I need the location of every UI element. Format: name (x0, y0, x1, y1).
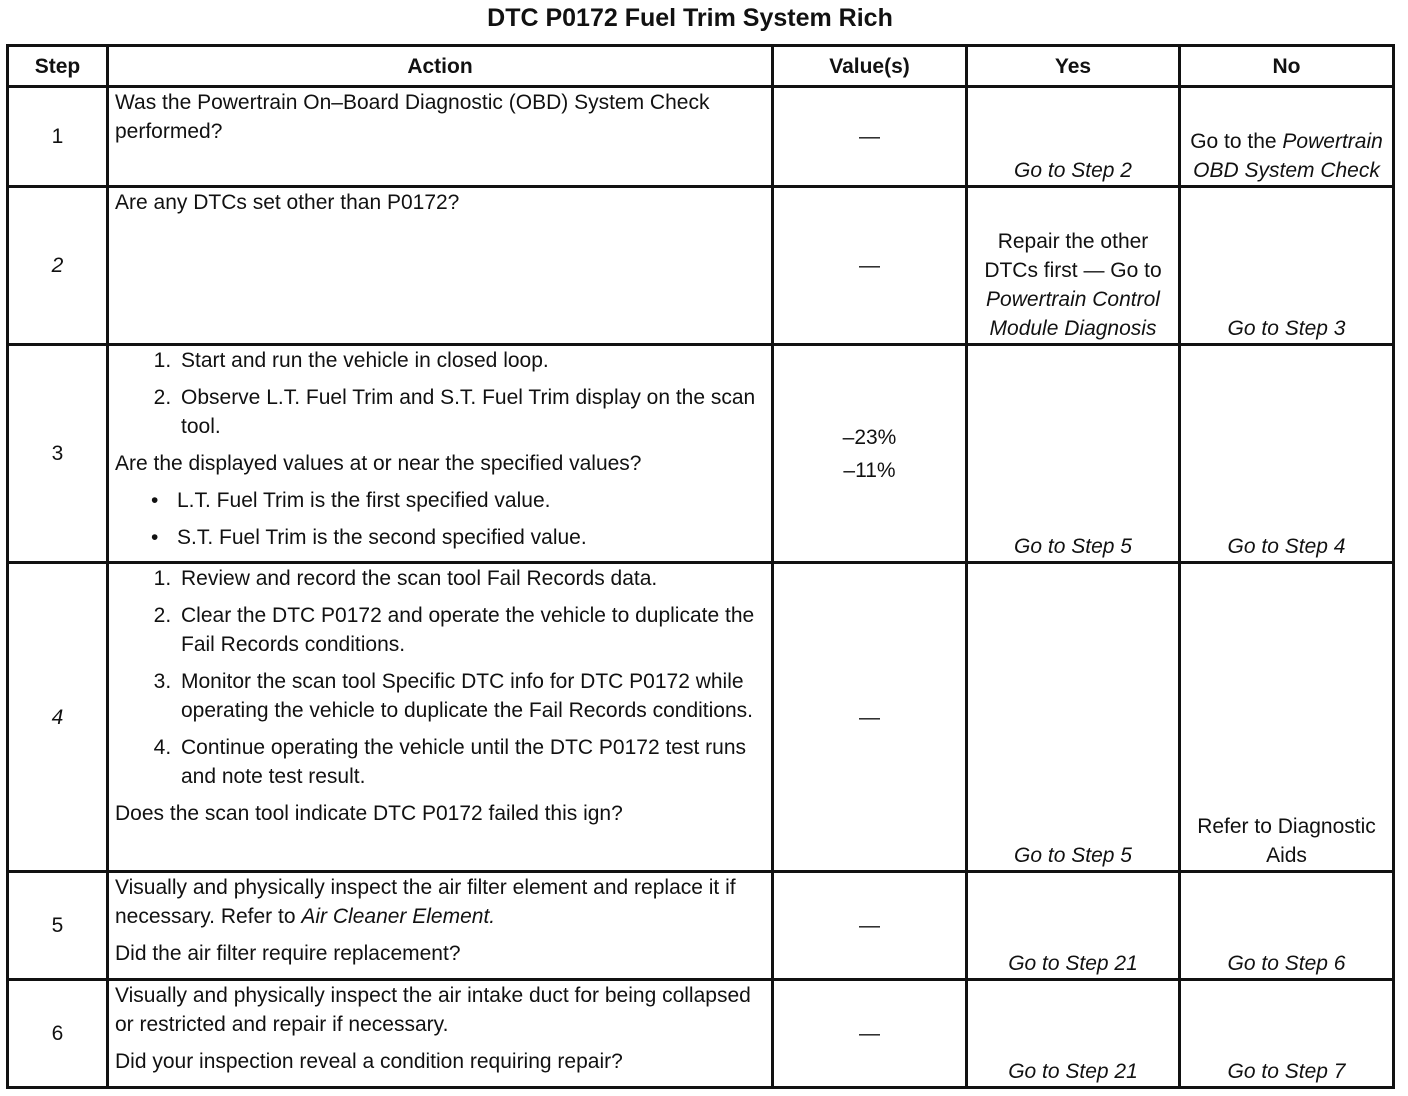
action-step: 2. Clear the DTC P0172 and operate the vehicle to duplicate the Fail Records conditions. (177, 601, 765, 659)
table-row (8, 87, 1394, 187)
diagnostic-table (6, 44, 1395, 1089)
value-cell (773, 345, 967, 563)
action-step: 2. Observe L.T. Fuel Trim and S.T. Fuel Trim display on the scan tool. (177, 383, 765, 441)
action-step: 1. Start and run the vehicle in closed loop. (177, 346, 765, 375)
no-cell: Go to Step 7 (1180, 980, 1394, 1088)
action-bullet: • S.T. Fuel Trim is the second specified value. (177, 523, 765, 552)
action-text: Are any DTCs set other than P0172? (115, 191, 460, 214)
yes-cell: Go to Step 5 (967, 563, 1180, 872)
yes-link: Powertrain Control Module Diagnosis (986, 288, 1160, 340)
yes-text: Repair the other DTCs first — Go to (984, 230, 1162, 282)
value-cell: — (773, 980, 967, 1088)
no-cell (1180, 87, 1394, 187)
action-steps (115, 346, 765, 441)
action-bullets (115, 486, 765, 552)
value-st-fuel-trim: –11% (843, 458, 896, 482)
header-step: Step (8, 46, 108, 87)
value-cell: — (773, 872, 967, 980)
yes-cell: Go to Step 21 (967, 872, 1180, 980)
value-cell: — (773, 563, 967, 872)
header-values: Value(s) (773, 46, 967, 87)
no-cell: Go to Step 3 (1180, 187, 1394, 345)
step-number: 4 (8, 563, 108, 872)
table-row (8, 345, 1394, 563)
header-action: Action (108, 46, 773, 87)
table-row (8, 872, 1394, 980)
table-row (8, 980, 1394, 1088)
yes-cell: Go to Step 5 (967, 345, 1180, 563)
action-cell (108, 980, 773, 1088)
action-step: 4. Continue operating the vehicle until the DTC P0172 test runs and note test result. (177, 733, 765, 791)
table-row (8, 563, 1394, 872)
header-yes: Yes (967, 46, 1180, 87)
action-text: Visually and physically inspect the air intake duct for being collapsed or restricted and repair if necessary. (115, 984, 751, 1036)
action-question: Does the scan tool indicate DTC P0172 failed this ign? (115, 802, 623, 825)
yes-cell (967, 187, 1180, 345)
action-step: 3. Monitor the scan tool Specific DTC info for DTC P0172 while operating the vehicle to duplicate the Fail Records conditions. (177, 667, 765, 725)
no-cell: Refer to Diagnostic Aids (1180, 563, 1394, 872)
action-step: 1. Review and record the scan tool Fail Records data. (177, 564, 765, 593)
action-question: Did your inspection reveal a condition requiring repair? (115, 1050, 623, 1073)
step-number: 1 (8, 87, 108, 187)
action-cell (108, 187, 773, 345)
no-link: Powertrain OBD System Check (1193, 130, 1383, 182)
step-number: 2 (8, 187, 108, 345)
yes-cell: Go to Step 21 (967, 980, 1180, 1088)
value-cell: — (773, 187, 967, 345)
action-bullet: • L.T. Fuel Trim is the first specified value. (177, 486, 765, 515)
action-text: Was the Powertrain On–Board Diagnostic (OBD) System Check performed? (115, 91, 710, 143)
action-text (115, 873, 765, 931)
table-row (8, 187, 1394, 345)
no-cell: Go to Step 4 (1180, 345, 1394, 563)
action-question: Did the air filter require replacement? (115, 942, 461, 965)
step-number: 5 (8, 872, 108, 980)
yes-cell: Go to Step 2 (967, 87, 1180, 187)
step-number: 6 (8, 980, 108, 1088)
step-number: 3 (8, 345, 108, 563)
action-text-main: Visually and physically inspect the air filter element and replace it if necessary. Refer to (115, 876, 736, 928)
no-cell: Go to Step 6 (1180, 872, 1394, 980)
action-cell (108, 345, 773, 563)
header-no: No (1180, 46, 1394, 87)
action-reference: Air Cleaner Element. (301, 905, 496, 928)
action-cell (108, 87, 773, 187)
page-title: DTC P0172 Fuel Trim System Rich (487, 4, 893, 32)
value-cell: — (773, 87, 967, 187)
action-steps (115, 564, 765, 791)
value-lt-fuel-trim: –23% (842, 425, 897, 449)
action-cell (108, 563, 773, 872)
no-text: Go to the (1190, 130, 1277, 153)
action-cell (108, 872, 773, 980)
action-question: Are the displayed values at or near the specified values? (115, 452, 642, 475)
table-header-row (8, 46, 1394, 87)
